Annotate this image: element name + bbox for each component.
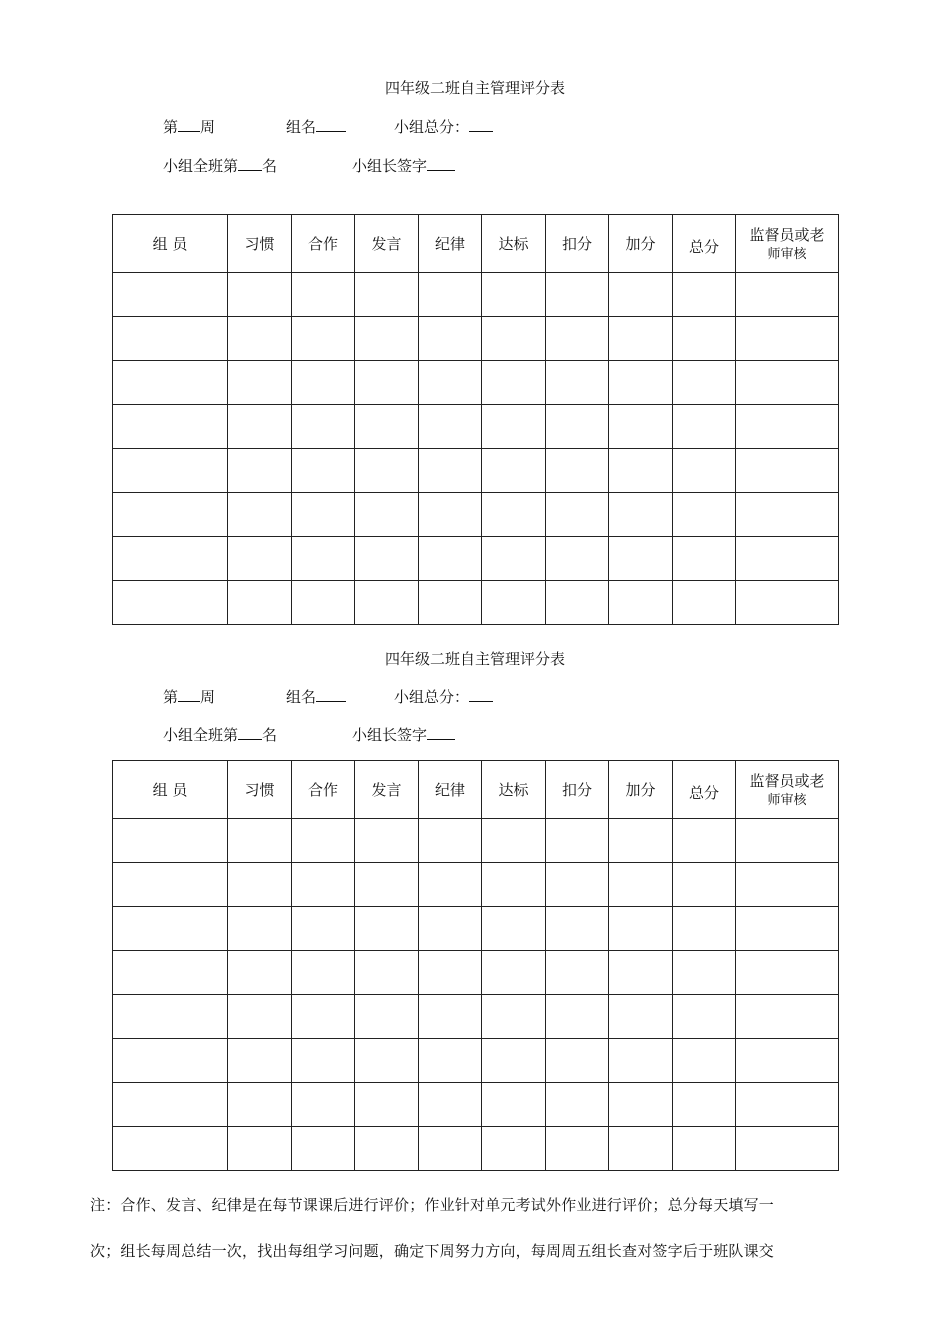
group-name-field: 组名 <box>286 686 346 707</box>
score-cell[interactable] <box>482 405 546 449</box>
group-total-blank[interactable] <box>469 687 493 702</box>
score-table <box>112 214 839 625</box>
score-cell[interactable] <box>609 819 673 863</box>
score-cell[interactable] <box>292 317 355 361</box>
score-cell[interactable] <box>546 951 609 995</box>
score-cell[interactable] <box>609 361 673 405</box>
table-row <box>113 1083 839 1127</box>
score-cell[interactable] <box>355 317 419 361</box>
score-cell[interactable] <box>355 581 419 625</box>
score-cell[interactable] <box>355 951 419 995</box>
score-cell[interactable] <box>113 581 228 625</box>
score-cell[interactable] <box>355 863 419 907</box>
score-cell[interactable] <box>355 537 419 581</box>
score-cell[interactable] <box>736 317 839 361</box>
score-cell[interactable] <box>113 449 228 493</box>
score-cell[interactable] <box>228 361 292 405</box>
table-row <box>113 863 839 907</box>
score-cell[interactable] <box>546 273 609 317</box>
score-cell[interactable] <box>419 819 482 863</box>
col-header-supervisor: 监督员或老 师审核 <box>736 761 839 819</box>
table-row <box>113 317 839 361</box>
score-cell[interactable] <box>113 907 228 951</box>
score-cell[interactable] <box>673 1083 736 1127</box>
table-row <box>113 273 839 317</box>
score-cell[interactable] <box>673 405 736 449</box>
form-title: 四年级二班自主管理评分表 <box>384 79 565 97</box>
score-cell[interactable] <box>609 1039 673 1083</box>
col-header-bonus: 加分 <box>609 761 673 819</box>
score-cell[interactable] <box>673 1039 736 1083</box>
score-cell[interactable] <box>609 1127 673 1171</box>
score-cell[interactable] <box>419 405 482 449</box>
score-cell[interactable] <box>546 493 609 537</box>
score-cell[interactable] <box>609 1083 673 1127</box>
score-cell[interactable] <box>546 863 609 907</box>
week-field: 第 周 <box>163 118 216 136</box>
score-cell[interactable] <box>113 1083 228 1127</box>
score-cell[interactable] <box>546 537 609 581</box>
score-cell[interactable] <box>736 361 839 405</box>
table-row <box>113 951 839 995</box>
class-rank-field: 小组全班第 名 <box>163 157 278 175</box>
col-header-discipline: 纪律 <box>419 761 482 819</box>
col-header-discipline: 纪律 <box>419 215 482 273</box>
table-row <box>113 819 839 863</box>
score-cell[interactable] <box>113 405 228 449</box>
class-rank-field: 小组全班第 名 <box>163 726 278 744</box>
table-row <box>113 1127 839 1171</box>
table-row <box>113 405 839 449</box>
col-header-supervisor: 监督员或老 师审核 <box>736 215 839 273</box>
table-row <box>113 449 839 493</box>
score-cell[interactable] <box>419 273 482 317</box>
score-cell[interactable] <box>228 1083 292 1127</box>
score-cell[interactable] <box>419 317 482 361</box>
score-cell[interactable] <box>482 819 546 863</box>
score-cell[interactable] <box>546 819 609 863</box>
table-row <box>113 581 839 625</box>
score-cell[interactable] <box>228 863 292 907</box>
score-cell[interactable] <box>419 1039 482 1083</box>
score-cell[interactable] <box>228 951 292 995</box>
score-cell[interactable] <box>482 951 546 995</box>
score-cell[interactable] <box>292 537 355 581</box>
score-cell[interactable] <box>419 581 482 625</box>
score-cell[interactable] <box>228 819 292 863</box>
score-cell[interactable] <box>482 1127 546 1171</box>
score-cell[interactable] <box>609 537 673 581</box>
score-cell[interactable] <box>292 361 355 405</box>
leader-sign-blank[interactable] <box>427 725 455 740</box>
score-cell[interactable] <box>736 449 839 493</box>
table-header-row <box>113 215 839 273</box>
table-header-row <box>113 761 839 819</box>
score-cell[interactable] <box>113 863 228 907</box>
score-cell[interactable] <box>228 1127 292 1171</box>
score-cell[interactable] <box>546 317 609 361</box>
table-row <box>113 493 839 537</box>
score-cell[interactable] <box>736 995 839 1039</box>
score-cell[interactable] <box>482 581 546 625</box>
score-cell[interactable] <box>228 405 292 449</box>
score-cell[interactable] <box>292 405 355 449</box>
score-cell[interactable] <box>292 995 355 1039</box>
score-cell[interactable] <box>292 863 355 907</box>
leader-sign-blank[interactable] <box>427 156 455 171</box>
score-cell[interactable] <box>113 493 228 537</box>
score-cell[interactable] <box>113 537 228 581</box>
score-cell[interactable] <box>546 405 609 449</box>
col-header-member: 组 员 <box>113 761 228 819</box>
score-cell[interactable] <box>355 1039 419 1083</box>
score-cell[interactable] <box>292 273 355 317</box>
group-total-blank[interactable] <box>469 117 493 132</box>
score-cell[interactable] <box>546 361 609 405</box>
score-cell[interactable] <box>736 1127 839 1171</box>
score-cell[interactable] <box>609 405 673 449</box>
score-cell[interactable] <box>419 907 482 951</box>
note-line-1: 注：合作、发言、纪律是在每节课课后进行评价；作业针对单元考试外作业进行评价；总分每天填写一 <box>90 1196 775 1214</box>
week-blank[interactable] <box>178 687 200 702</box>
class-rank-blank[interactable] <box>238 725 262 740</box>
score-cell[interactable] <box>113 361 228 405</box>
col-header-habit: 习惯 <box>228 215 292 273</box>
score-cell[interactable] <box>355 449 419 493</box>
score-cell[interactable] <box>482 1039 546 1083</box>
score-cell[interactable] <box>419 361 482 405</box>
score-cell[interactable] <box>609 317 673 361</box>
score-cell[interactable] <box>113 273 228 317</box>
score-cell[interactable] <box>609 493 673 537</box>
score-cell[interactable] <box>355 907 419 951</box>
score-cell[interactable] <box>673 449 736 493</box>
col-header-deduction: 扣分 <box>546 215 609 273</box>
table-row <box>113 361 839 405</box>
score-cell[interactable] <box>292 581 355 625</box>
score-cell[interactable] <box>292 449 355 493</box>
col-header-habit: 习惯 <box>228 761 292 819</box>
score-cell[interactable] <box>419 537 482 581</box>
score-cell[interactable] <box>673 995 736 1039</box>
col-header-total: 总分 <box>673 761 736 819</box>
score-cell[interactable] <box>673 863 736 907</box>
score-cell[interactable] <box>546 907 609 951</box>
form-title: 四年级二班自主管理评分表 <box>384 650 565 668</box>
score-cell[interactable] <box>736 273 839 317</box>
score-cell[interactable] <box>355 1083 419 1127</box>
score-cell[interactable] <box>673 493 736 537</box>
score-cell[interactable] <box>355 493 419 537</box>
score-cell[interactable] <box>482 493 546 537</box>
group-name-field: 组名 <box>286 116 346 137</box>
score-cell[interactable] <box>419 995 482 1039</box>
score-cell[interactable] <box>355 995 419 1039</box>
score-cell[interactable] <box>736 819 839 863</box>
score-cell[interactable] <box>113 995 228 1039</box>
leader-sign-field: 小组长签字 <box>352 155 455 176</box>
score-cell[interactable] <box>228 493 292 537</box>
week-field: 第 周 <box>163 688 216 706</box>
score-cell[interactable] <box>482 361 546 405</box>
score-cell[interactable] <box>609 995 673 1039</box>
score-cell[interactable] <box>292 493 355 537</box>
score-cell[interactable] <box>736 951 839 995</box>
score-cell[interactable] <box>482 995 546 1039</box>
score-cell[interactable] <box>482 1083 546 1127</box>
score-cell[interactable] <box>292 907 355 951</box>
score-cell[interactable] <box>228 995 292 1039</box>
score-cell[interactable] <box>546 449 609 493</box>
score-cell[interactable] <box>228 537 292 581</box>
score-cell[interactable] <box>292 819 355 863</box>
score-cell[interactable] <box>228 581 292 625</box>
score-cell[interactable] <box>673 361 736 405</box>
score-cell[interactable] <box>292 1127 355 1171</box>
score-cell[interactable] <box>292 1039 355 1083</box>
col-header-total: 总分 <box>673 215 736 273</box>
col-header-cooperation: 合作 <box>292 761 355 819</box>
score-cell[interactable] <box>736 493 839 537</box>
score-cell[interactable] <box>228 317 292 361</box>
score-cell[interactable] <box>673 1127 736 1171</box>
score-cell[interactable] <box>609 449 673 493</box>
score-cell[interactable] <box>482 317 546 361</box>
score-cell[interactable] <box>419 1127 482 1171</box>
score-cell[interactable] <box>292 951 355 995</box>
col-header-standard: 达标 <box>482 761 546 819</box>
score-cell[interactable] <box>736 1039 839 1083</box>
col-header-speaking: 发言 <box>355 761 419 819</box>
score-cell[interactable] <box>609 863 673 907</box>
score-cell[interactable] <box>609 951 673 995</box>
score-cell[interactable] <box>482 449 546 493</box>
score-cell[interactable] <box>609 273 673 317</box>
group-total-field: 小组总分： <box>394 116 493 137</box>
score-cell[interactable] <box>482 273 546 317</box>
score-cell[interactable] <box>546 581 609 625</box>
score-cell[interactable] <box>292 1083 355 1127</box>
leader-sign-field: 小组长签字 <box>352 724 455 745</box>
note-line-2: 次；组长每周总结一次，找出每组学习问题，确定下周努力方向，每周周五组长查对签字后于班队课交 <box>90 1242 775 1260</box>
col-header-standard: 达标 <box>482 215 546 273</box>
score-cell[interactable] <box>546 995 609 1039</box>
score-cell[interactable] <box>113 1039 228 1083</box>
score-cell[interactable] <box>673 951 736 995</box>
score-cell[interactable] <box>355 405 419 449</box>
class-rank-blank[interactable] <box>238 156 262 171</box>
score-cell[interactable] <box>736 863 839 907</box>
score-cell[interactable] <box>355 273 419 317</box>
group-total-field: 小组总分： <box>394 686 493 707</box>
score-cell[interactable] <box>546 1127 609 1171</box>
score-cell[interactable] <box>673 317 736 361</box>
col-header-cooperation: 合作 <box>292 215 355 273</box>
score-cell[interactable] <box>113 1127 228 1171</box>
table-row <box>113 1039 839 1083</box>
score-cell[interactable] <box>419 493 482 537</box>
score-cell[interactable] <box>673 581 736 625</box>
score-cell[interactable] <box>736 907 839 951</box>
score-cell[interactable] <box>228 1039 292 1083</box>
score-cell[interactable] <box>609 907 673 951</box>
score-cell[interactable] <box>609 581 673 625</box>
score-cell[interactable] <box>355 819 419 863</box>
score-cell[interactable] <box>736 405 839 449</box>
score-cell[interactable] <box>419 951 482 995</box>
score-cell[interactable] <box>482 907 546 951</box>
score-cell[interactable] <box>113 317 228 361</box>
col-header-speaking: 发言 <box>355 215 419 273</box>
score-cell[interactable] <box>419 449 482 493</box>
score-cell[interactable] <box>355 361 419 405</box>
table-row <box>113 537 839 581</box>
score-cell[interactable] <box>673 273 736 317</box>
score-cell[interactable] <box>736 581 839 625</box>
score-table <box>112 760 839 1171</box>
score-cell[interactable] <box>419 863 482 907</box>
score-cell[interactable] <box>736 1083 839 1127</box>
group-name-blank[interactable] <box>316 687 346 702</box>
score-cell[interactable] <box>113 951 228 995</box>
score-cell[interactable] <box>736 537 839 581</box>
score-cell[interactable] <box>482 537 546 581</box>
week-blank[interactable] <box>178 117 200 132</box>
score-cell[interactable] <box>546 1039 609 1083</box>
score-cell[interactable] <box>673 907 736 951</box>
score-cell[interactable] <box>355 1127 419 1171</box>
score-cell[interactable] <box>113 819 228 863</box>
score-cell[interactable] <box>228 273 292 317</box>
score-cell[interactable] <box>228 449 292 493</box>
score-cell[interactable] <box>546 1083 609 1127</box>
score-cell[interactable] <box>673 819 736 863</box>
score-cell[interactable] <box>228 907 292 951</box>
table-row <box>113 907 839 951</box>
col-header-deduction: 扣分 <box>546 761 609 819</box>
score-cell[interactable] <box>673 537 736 581</box>
score-cell[interactable] <box>419 1083 482 1127</box>
col-header-bonus: 加分 <box>609 215 673 273</box>
col-header-member: 组 员 <box>113 215 228 273</box>
table-row <box>113 995 839 1039</box>
group-name-blank[interactable] <box>316 117 346 132</box>
score-cell[interactable] <box>482 863 546 907</box>
